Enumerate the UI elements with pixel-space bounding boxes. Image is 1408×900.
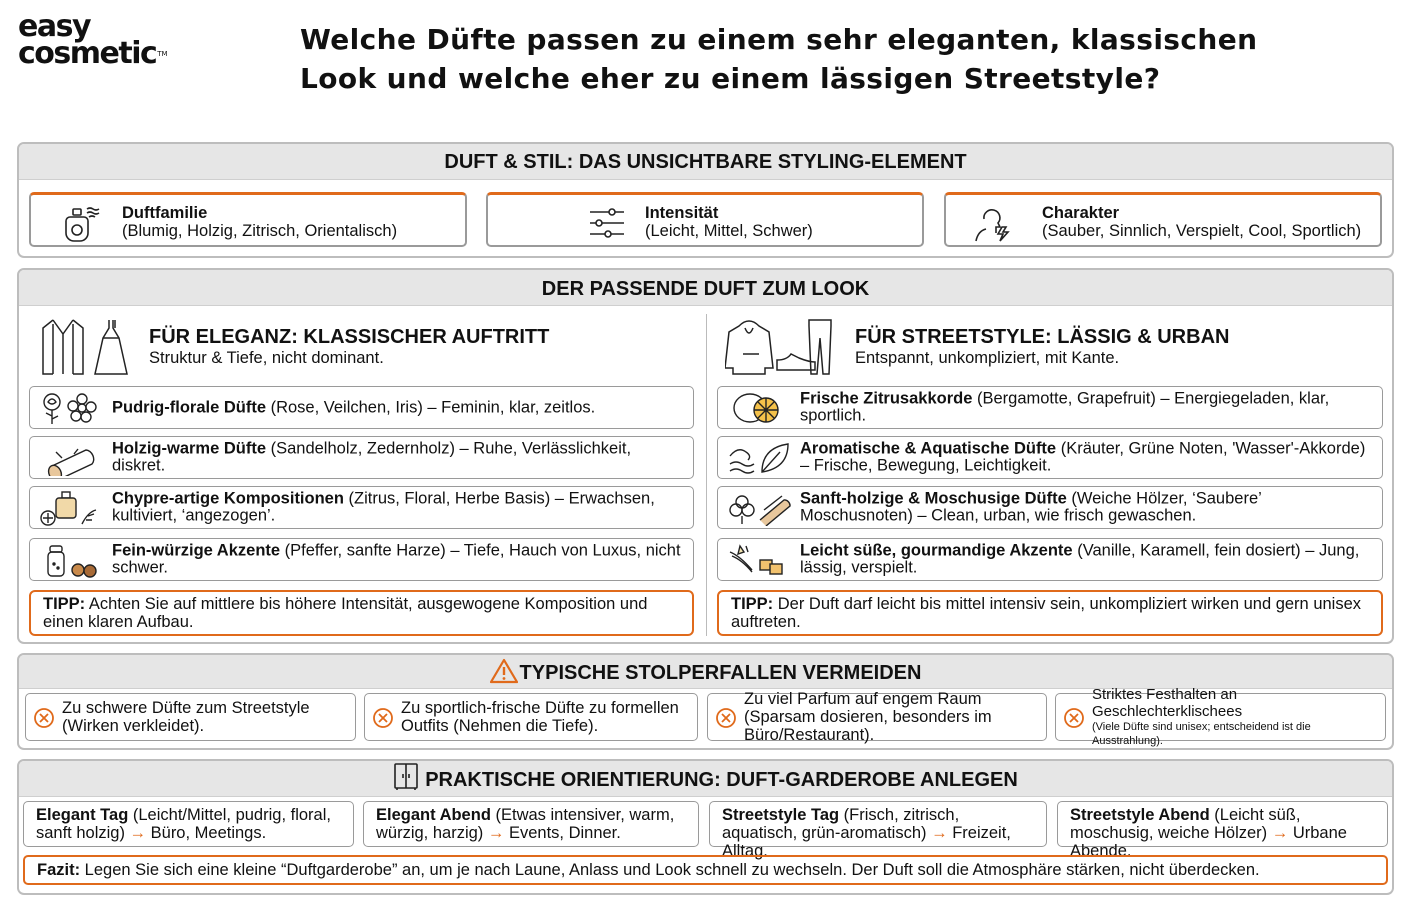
wardrobe-icon (393, 763, 419, 791)
arrow-right-icon: → (487, 824, 505, 842)
street-subtitle: Entspannt, unkompliziert, mit Kante. (855, 349, 1120, 367)
dimension-charakter-text (1042, 204, 1361, 240)
garderobe-bold: Elegant Tag (36, 806, 129, 824)
logo-line1: easy (18, 9, 91, 44)
elegance-row-chypre-text (112, 490, 685, 525)
section-duft-garderobe (17, 759, 1394, 895)
page-title-line1: Welche Düfte passen zu einem sehr eleganten, klassischen (300, 23, 1258, 56)
cotton-wood-icon (726, 490, 792, 526)
garderobe-elegant-tag (23, 801, 354, 847)
row-bold: Pudrig-florale Düfte (112, 397, 267, 416)
dimension-duftfamilie-desc: (Blumig, Holzig, Zitrisch, Orientalisch) (122, 222, 398, 240)
dimension-duftfamilie-text (122, 204, 397, 240)
arrow-right-icon: → (1271, 824, 1289, 842)
street-row-moschus-text (800, 490, 1374, 525)
street-row-aquatisch (717, 436, 1383, 479)
pitfall-klischees-small: (Viele Düfte sind unisex; entscheidend ist die Ausstrahlung). (1092, 721, 1311, 747)
citrus-icon (726, 390, 792, 426)
street-title: FÜR STREETSTYLE: LÄSSIG & URBAN (855, 326, 1230, 348)
row-bold: Leicht süße, gourmandige Akzente (800, 541, 1073, 559)
row-text: (Zitrus, Floral, Herbe Basis) – Erwachsen, kultiviert, ‘angezogen’. (112, 489, 655, 525)
garderobe-bold: Streetstyle Tag (722, 806, 840, 824)
garderobe-target: Urbane Abende. (1070, 824, 1347, 860)
arrow-right-icon: → (931, 824, 948, 842)
suit-dress-icon (39, 316, 135, 378)
row-text: (Sandelholz, Zedernholz) – Ruhe, Verlässlichkeit, diskret. (112, 439, 632, 475)
row-text: (Pfeffer, sanfte Harze) – Tiefe, Hauch von Luxus, nicht schwer. (112, 541, 681, 577)
wave-leaf-icon (726, 440, 792, 476)
street-row-gourmand-text (800, 542, 1374, 577)
row-text: (Vanille, Karamell, fein dosiert) – Jung, lässig, verspielt. (800, 541, 1360, 577)
page-title (300, 20, 1300, 98)
elegance-row-pudrig-floral-text (112, 399, 685, 417)
garderobe-bold: Streetstyle Abend (1070, 806, 1210, 824)
x-circle-icon (33, 707, 55, 729)
pitfall-zu-sportlich (364, 693, 698, 741)
elegance-row-fein-wuerzig-text (112, 542, 685, 577)
vanilla-caramel-icon (726, 542, 792, 578)
elegance-header (29, 314, 699, 378)
row-bold: Sanft-holzige & Moschusige Düfte (800, 489, 1067, 507)
row-bold: Fein-würzige Akzente (112, 541, 281, 559)
x-circle-icon (372, 707, 394, 729)
elegance-tip-label: TIPP: (43, 595, 86, 613)
pitfall-zu-viel-parfum (707, 690, 1047, 744)
pitfall-klischees-main: Striktes Festhalten an Geschlechterklischees (1092, 686, 1243, 720)
street-tip (717, 590, 1383, 636)
warning-icon (490, 658, 518, 684)
dimension-charakter-desc: (Sauber, Sinnlich, Verspielt, Cool, Sportlich) (1042, 222, 1362, 240)
section-duft-stil-title: DUFT & STIL: DAS UNSICHTBARE STYLING-ELEMENT (19, 144, 1392, 180)
logo-tm: TM (157, 50, 168, 58)
section-stolperfallen-header (19, 655, 1392, 689)
row-text: (Kräuter, Grüne Noten, 'Wasser'-Akkorde) – Frische, Bewegung, Leichtigkeit. (800, 439, 1366, 475)
pepper-spice-icon (38, 542, 104, 578)
elegance-row-holzig-warm-text (112, 440, 685, 475)
dimension-intensitaet-label: Intensität (645, 204, 719, 222)
row-bold: Chypre-artige Kompositionen (112, 489, 344, 507)
dimension-intensitaet-desc: (Leicht, Mittel, Schwer) (645, 222, 813, 240)
garderobe-streetstyle-tag (709, 801, 1047, 860)
section-duft-stil (17, 142, 1394, 258)
row-bold: Aromatische & Aquatische Düfte (800, 439, 1057, 457)
garderobe-streetstyle-abend (1057, 801, 1388, 860)
hoodie-sneaker-icon (725, 316, 839, 378)
pitfall-klischees-text (1092, 686, 1379, 748)
street-row-zitrus (717, 386, 1383, 429)
column-divider (706, 314, 707, 636)
garderobe-target: Büro, Meetings. (146, 824, 267, 842)
dimension-intensitaet (486, 192, 924, 247)
dimension-charakter-label: Charakter (1042, 204, 1120, 222)
row-text: (Bergamotte, Grapefruit) – Energiegeladen, klar, sportlich. (800, 389, 1330, 425)
row-text: (Weiche Hölzer, ‘Saubere’ Moschusnoten) – Clean, urban, wie frisch gewaschen. (800, 489, 1262, 525)
wood-log-icon (38, 440, 104, 476)
section-duft-garderobe-title: PRAKTISCHE ORIENTIERUNG: DUFT-GARDEROBE ANLEGEN (425, 769, 1018, 791)
x-circle-icon (1063, 707, 1085, 729)
elegance-tip-text: Achten Sie auf mittlere bis höhere Intensität, ausgewogene Komposition und einen klaren Aufbau. (43, 595, 648, 631)
chypre-bottle-icon (38, 490, 104, 526)
fazit-box (23, 855, 1388, 885)
elegance-row-fein-wuerzig (29, 538, 694, 581)
street-tip-text: Der Duft darf leicht bis mittel intensiv sein, unkompliziert wirken und gern unisex auftreten. (731, 595, 1362, 631)
logo-line2: cosmetic (18, 36, 157, 71)
sliders-icon (586, 203, 628, 243)
arrow-right-icon: → (129, 824, 147, 842)
street-row-aquatisch-text (800, 440, 1374, 475)
section-duft-zum-look (17, 268, 1394, 644)
pitfall-zu-schwer-text: Zu schwere Düfte zum Streetstyle (Wirken verkleidet). (62, 699, 310, 735)
garderobe-text: (Frisch, zitrisch, aquatisch, grün-aromatisch) (722, 806, 960, 842)
garderobe-target: Events, Dinner. (504, 824, 621, 842)
dimension-intensitaet-text (645, 204, 813, 240)
street-header (719, 314, 1389, 378)
section-duft-zum-look-title: DER PASSENDE DUFT ZUM LOOK (19, 270, 1392, 306)
row-bold: Frische Zitrusakkorde (800, 389, 973, 407)
street-row-zitrus-text (800, 390, 1374, 425)
street-tip-label: TIPP: (731, 595, 774, 613)
row-bold: Holzig-warme Düfte (112, 439, 267, 457)
fazit-text: Legen Sie sich eine kleine “Duftgarderobe” an, um je nach Laune, Anlass und Look schnell zu wechseln. Der Duft soll die Atmosphäre stärken, nicht überdecken. (80, 861, 1260, 879)
pitfall-zu-schwer (25, 693, 356, 741)
elegance-subtitle: Struktur & Tiefe, nicht dominant. (149, 349, 384, 367)
pitfall-zu-sportlich-text: Zu sportlich-frische Düfte zu formellen Outfits (Nehmen die Tiefe). (401, 699, 679, 735)
person-lightning-icon (972, 203, 1014, 243)
pitfall-klischees (1055, 686, 1386, 747)
elegance-tip (29, 590, 694, 636)
section-stolperfallen (17, 653, 1394, 750)
section-duft-garderobe-header (19, 761, 1392, 797)
garderobe-text: (Leicht/Mittel, pudrig, floral, sanft holzig) (36, 806, 331, 842)
elegance-row-holzig-warm (29, 436, 694, 479)
perfume-bottle-icon (61, 203, 103, 243)
elegance-title: FÜR ELEGANZ: KLASSISCHER AUFTRITT (149, 326, 550, 348)
fazit-label: Fazit: (37, 861, 81, 879)
garderobe-text: (Etwas intensiver, warm, würzig, harzig) (376, 806, 675, 842)
elegance-row-chypre (29, 486, 694, 529)
logo (18, 9, 188, 71)
page-title-line2: Look und welche eher zu einem lässigen Streetstyle? (300, 62, 1161, 95)
garderobe-text: (Leicht süß, moschusig, weiche Hölzer) (1070, 806, 1301, 842)
elegance-row-pudrig-floral (29, 386, 694, 429)
street-row-gourmand (717, 538, 1383, 581)
rose-violet-icon (38, 390, 104, 426)
dimension-duftfamilie-label: Duftfamilie (122, 204, 208, 222)
dimension-duftfamilie (29, 192, 467, 247)
section-stolperfallen-title: TYPISCHE STOLPERFALLEN VERMEIDEN (519, 662, 922, 684)
street-row-moschus (717, 486, 1383, 529)
dimension-charakter (944, 192, 1382, 247)
garderobe-target: Freizeit, Alltag. (722, 824, 1011, 860)
row-text: (Rose, Veilchen, Iris) – Feminin, klar, zeitlos. (266, 397, 596, 416)
garderobe-elegant-abend (363, 801, 699, 847)
garderobe-bold: Elegant Abend (376, 806, 491, 824)
x-circle-icon (715, 707, 737, 729)
pitfall-zu-viel-parfum-text: Zu viel Parfum auf engem Raum (Sparsam dosieren, besonders im Büro/Restaurant). (744, 690, 992, 744)
